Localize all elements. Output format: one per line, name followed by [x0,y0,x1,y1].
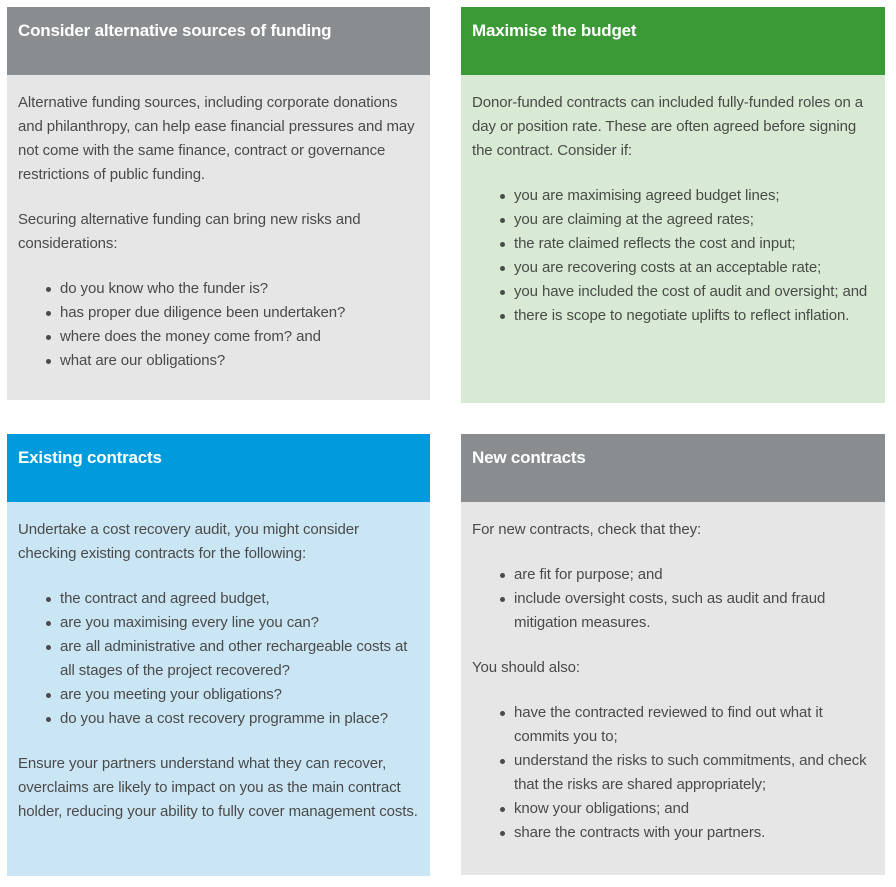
new-bullet-list [472,563,875,635]
card-alternative-funding [7,7,430,400]
funding-intro-2: Securing alternative funding can bring new risks and considerations: [18,211,361,252]
card-existing-contracts [7,434,430,876]
card-body-new-contracts [461,502,885,845]
existing-intro: Undertake a cost recovery audit, you might consider checking existing contracts for the following: [18,521,359,562]
list-item: know your obligations; and [472,797,875,821]
list-item: you are claiming at the agreed rates; [472,208,875,232]
list-item: have the contracted reviewed to find out what it commits you to; [472,701,875,749]
card-body-existing-contracts [7,502,430,824]
existing-outro: Ensure your partners understand what they can recover, overclaims are likely to impact on you as the main contract holder, reducing your ability to fully cover management costs. [18,755,418,820]
card-maximise-budget [461,7,885,403]
new-intro: For new contracts, check that they: [472,521,702,538]
new-bullet-list-2 [472,701,875,845]
card-body-alternative-funding [7,75,430,373]
list-item: do you know who the funder is? [18,277,420,301]
list-item: understand the risks to such commitments, and check that the risks are shared appropriately; [472,749,875,797]
card-title-existing-contracts: Existing contracts [7,434,430,502]
card-title-new-contracts: New contracts [461,434,885,502]
card-title-maximise-budget: Maximise the budget [461,7,885,75]
list-item: you are maximising agreed budget lines; [472,184,875,208]
list-item: where does the money come from? and [18,325,420,349]
card-body-maximise-budget [461,75,885,328]
list-item: are you maximising every line you can? [18,611,420,635]
list-item: do you have a cost recovery programme in place? [18,707,420,731]
list-item: share the contracts with your partners. [472,821,875,845]
list-item: include oversight costs, such as audit and fraud mitigation measures. [472,587,875,635]
budget-intro: Donor-funded contracts can included fully-funded roles on a day or position rate. These are often agreed before signing the contract. Consider if: [472,94,864,159]
card-new-contracts [461,434,885,875]
list-item: are fit for purpose; and [472,563,875,587]
funding-intro: Alternative funding sources, including corporate donations and philanthropy, can help ease financial pressures and may not come with the same finance, contract or governance restrictions of public funding. [18,94,415,183]
list-item: the contract and agreed budget, [18,587,420,611]
funding-bullet-list [18,277,420,373]
list-item: there is scope to negotiate uplifts to reflect inflation. [472,304,875,328]
list-item: are you meeting your obligations? [18,683,420,707]
list-item: what are our obligations? [18,349,420,373]
existing-bullet-list [18,587,420,731]
new-intro-2: You should also: [472,659,580,676]
list-item: are all administrative and other rechargeable costs at all stages of the project recovered? [18,635,420,683]
list-item: you have included the cost of audit and oversight; and [472,280,875,304]
list-item: has proper due diligence been undertaken? [18,301,420,325]
list-item: you are recovering costs at an acceptable rate; [472,256,875,280]
list-item: the rate claimed reflects the cost and input; [472,232,875,256]
budget-bullet-list [472,184,875,328]
card-title-alternative-funding: Consider alternative sources of funding [7,7,430,75]
